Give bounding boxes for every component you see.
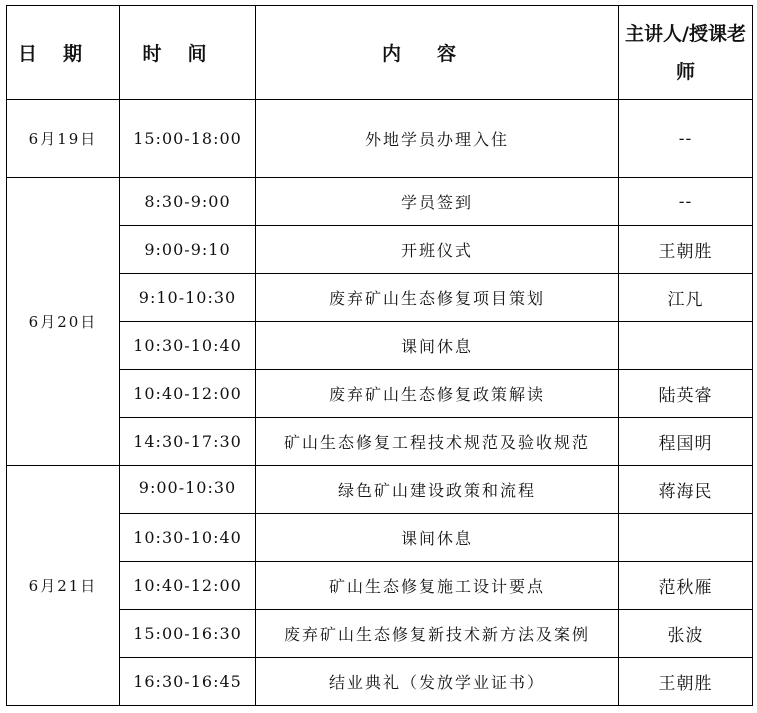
lecturer-cell: 陆英睿 xyxy=(619,370,753,418)
content-cell: 废弃矿山生态修复政策解读 xyxy=(256,370,619,418)
header-lecturer: 主讲人/授课老师 xyxy=(619,6,753,100)
time-cell: 16:30-16:45 xyxy=(120,658,256,706)
content-cell: 课间休息 xyxy=(256,514,619,562)
lecturer-cell: 王朝胜 xyxy=(619,226,753,274)
content-cell: 学员签到 xyxy=(256,178,619,226)
lecturer-cell: 蒋海民 xyxy=(619,466,753,514)
table-row xyxy=(7,466,753,514)
lecturer-cell xyxy=(619,322,753,370)
header-date: 日期 xyxy=(7,6,120,100)
content-cell: 矿山生态修复施工设计要点 xyxy=(256,562,619,610)
content-cell: 废弃矿山生态修复项目策划 xyxy=(256,274,619,322)
time-cell: 9:10-10:30 xyxy=(120,274,256,322)
table-row xyxy=(7,100,753,178)
header-time: 时间 xyxy=(120,6,256,100)
lecturer-cell: 江凡 xyxy=(619,274,753,322)
schedule-table xyxy=(6,5,753,706)
time-cell: 9:00-10:30 xyxy=(120,466,256,514)
date-cell: 6月21日 xyxy=(7,466,120,706)
content-cell: 废弃矿山生态修复新技术新方法及案例 xyxy=(256,610,619,658)
content-cell: 开班仪式 xyxy=(256,226,619,274)
schedule-body xyxy=(7,100,753,706)
header-content: 内容 xyxy=(256,6,619,100)
content-cell: 绿色矿山建设政策和流程 xyxy=(256,466,619,514)
time-cell: 8:30-9:00 xyxy=(120,178,256,226)
time-cell: 14:30-17:30 xyxy=(120,418,256,466)
content-cell: 课间休息 xyxy=(256,322,619,370)
lecturer-cell: 程国明 xyxy=(619,418,753,466)
date-cell: 6月19日 xyxy=(7,100,120,178)
lecturer-cell: -- xyxy=(619,100,753,178)
table-row xyxy=(7,178,753,226)
lecturer-cell: 范秋雁 xyxy=(619,562,753,610)
header-row xyxy=(7,6,753,100)
content-cell: 结业典礼（发放学业证书） xyxy=(256,658,619,706)
time-cell: 9:00-9:10 xyxy=(120,226,256,274)
lecturer-cell: -- xyxy=(619,178,753,226)
time-cell: 15:00-18:00 xyxy=(120,100,256,178)
time-cell: 15:00-16:30 xyxy=(120,610,256,658)
date-cell: 6月20日 xyxy=(7,178,120,466)
lecturer-cell: 张波 xyxy=(619,610,753,658)
lecturer-cell: 王朝胜 xyxy=(619,658,753,706)
time-cell: 10:40-12:00 xyxy=(120,370,256,418)
content-cell: 矿山生态修复工程技术规范及验收规范 xyxy=(256,418,619,466)
content-cell: 外地学员办理入住 xyxy=(256,100,619,178)
time-cell: 10:30-10:40 xyxy=(120,514,256,562)
lecturer-cell xyxy=(619,514,753,562)
time-cell: 10:40-12:00 xyxy=(120,562,256,610)
time-cell: 10:30-10:40 xyxy=(120,322,256,370)
